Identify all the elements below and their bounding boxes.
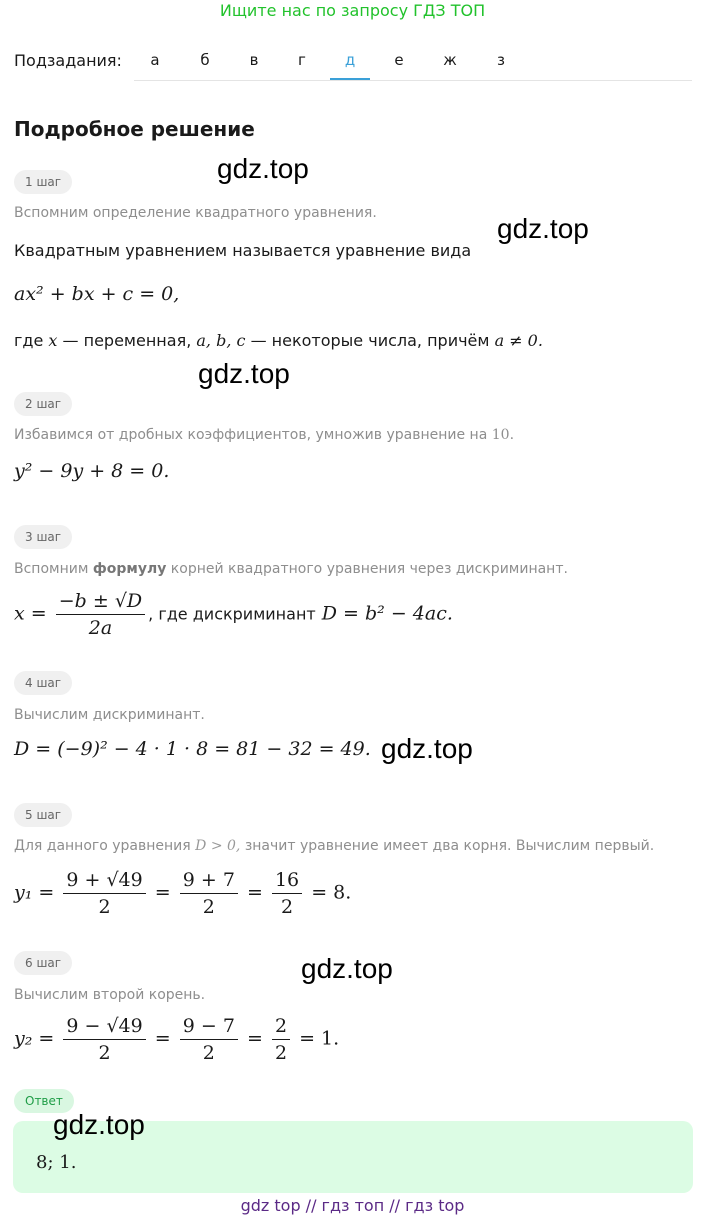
answer-value: 8; 1. (36, 1152, 77, 1173)
note-cond: a ≠ 0. (494, 331, 543, 350)
fraction-denominator: 2 (202, 1042, 215, 1064)
step-6-hint: Вычислим второй корень. (14, 987, 206, 1003)
tabs-divider (134, 80, 692, 81)
fraction-numerator: 2 (272, 1013, 290, 1040)
search-banner: Ищите нас по запросу ГДЗ ТОП (219, 1, 486, 20)
step-5-fraction-2 (180, 867, 238, 920)
tab-g[interactable]: г (298, 51, 306, 69)
watermark-2: gdz.top (497, 213, 589, 244)
step-2-badge: 2 шаг (14, 392, 72, 416)
step-2-hint-text: Избавимся от дробных коэффициентов, умножив уравнение на (14, 427, 488, 443)
tab-e[interactable]: е (394, 51, 404, 69)
step-5-badge: 5 шаг (14, 803, 72, 827)
watermark-3: gdz.top (198, 358, 290, 389)
step-5-fraction-3 (272, 867, 302, 920)
step-1-hint: Вспомним определение квадратного уравнения. (14, 205, 377, 221)
step-2-formula: y² − 9y + 8 = 0. (14, 460, 170, 482)
step-3-hint-pre: Вспомним (14, 561, 89, 577)
fraction-numerator: 9 − 7 (180, 1013, 238, 1040)
step-3-tail-formula: D = b² − 4ac. (321, 602, 453, 625)
fraction-denominator: 2 (202, 896, 215, 918)
fraction-denominator: 2 (274, 1042, 288, 1064)
tab-v[interactable]: в (249, 51, 259, 69)
step-5-hint-post: значит уравнение имеет два корня. Вычислим первый. (244, 838, 655, 854)
tab-d[interactable]: д (344, 51, 356, 69)
note-var: x (48, 331, 58, 350)
answer-badge: Ответ (14, 1089, 74, 1113)
step-4-badge: 4 шаг (14, 671, 72, 695)
step-2-hint (14, 427, 514, 443)
tab-zh[interactable]: ж (443, 51, 457, 69)
fraction-denominator: 2 (98, 1042, 111, 1064)
step-5-lhs: y₁ = (14, 881, 55, 904)
solution-heading: Подробное решение (14, 117, 255, 141)
tab-z[interactable]: з (497, 51, 505, 69)
watermark-6: gdz.top (53, 1109, 145, 1140)
step-4-formula: D = (−9)² − 4 · 1 · 8 = 81 − 32 = 49. (14, 738, 371, 760)
fraction-numerator: 9 + 7 (180, 867, 238, 894)
step-6-formula: y₂ = $\frac{9 - √49}{2}$ = $\frac{9 - 7}{2}$ = $\frac{2}{2}$ = 1. (14, 1015, 340, 1064)
active-tab-indicator (330, 78, 370, 80)
formula-link[interactable]: формулу (92, 561, 167, 577)
fraction-numerator: −b ± √D (56, 588, 145, 615)
step-1-text: Квадратным уравнением называется уравнение вида (14, 241, 472, 260)
step-3-hint (14, 561, 568, 577)
note-vars: a, b, c (196, 331, 246, 350)
fraction-denominator: 2 (98, 896, 111, 918)
step-4-hint: Вычислим дискриминант. (14, 707, 205, 723)
fraction-numerator: 16 (272, 867, 302, 894)
step-3-fraction (56, 588, 145, 641)
step-5-hint (14, 838, 654, 854)
step-3-badge: 3 шаг (14, 525, 72, 549)
step-1-note (14, 331, 543, 350)
step-5-hint-pre: Для данного уравнения (14, 838, 191, 854)
watermark-5: gdz.top (301, 953, 393, 984)
step-3-formula (14, 588, 453, 641)
step-1-formula: ax² + bx + c = 0, (14, 283, 180, 305)
step-6-badge: 6 шаг (14, 951, 72, 975)
fraction-denominator: 2a (88, 617, 113, 639)
step-6-fraction-1 (63, 1013, 145, 1066)
fraction-numerator: 9 + √49 (63, 867, 145, 894)
step-3-tail-text: , где дискриминант (148, 604, 316, 624)
note-prefix: где (14, 331, 44, 350)
fraction-denominator: 2 (281, 896, 294, 918)
step-5-hint-cond: D > 0, (195, 838, 241, 854)
step-5-formula: y₁ = $\frac{9 + √49}{2}$ = $\frac{9 + 7}{2}$ = $\frac{16}{2}$ = 8. (14, 869, 352, 918)
note-mid: — переменная, (62, 331, 192, 350)
watermark-1: gdz.top (217, 153, 309, 184)
step-3-hint-post: корней квадратного уравнения через дискриминант. (170, 561, 568, 577)
step-6-result: = 1. (299, 1027, 340, 1050)
tab-a[interactable]: а (150, 51, 160, 69)
step-3-lhs: x = (14, 602, 47, 625)
step-6-fraction-3 (272, 1013, 290, 1066)
tab-b[interactable]: б (200, 51, 210, 69)
footer-links[interactable]: gdz top // гдз топ // гдз top (240, 1196, 465, 1215)
step-6-fraction-2 (180, 1013, 238, 1066)
step-5-result: = 8. (311, 881, 352, 904)
note-end: — некоторые числа, причём (250, 331, 490, 350)
fraction-numerator: 9 − √49 (63, 1013, 145, 1040)
step-1-badge: 1 шаг (14, 170, 72, 194)
step-2-hint-number: 10. (491, 427, 515, 443)
subtasks-label: Подзадания: (14, 51, 122, 70)
step-6-lhs: y₂ = (14, 1027, 55, 1050)
step-5-fraction-1 (63, 867, 145, 920)
watermark-4: gdz.top (381, 733, 473, 764)
